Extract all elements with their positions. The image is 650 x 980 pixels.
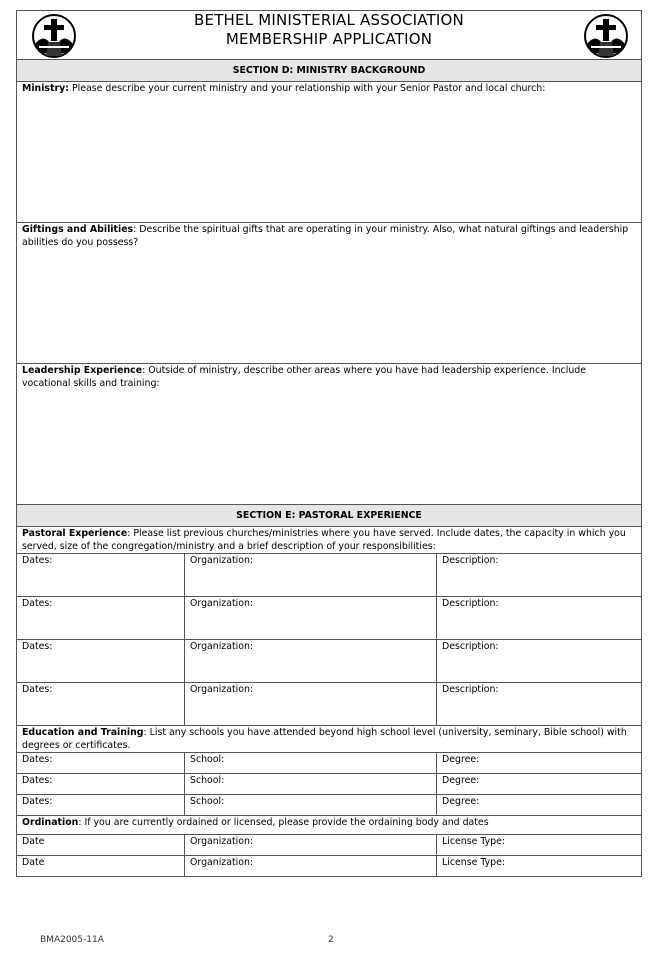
ordination-organization-cell[interactable]: Organization:	[185, 835, 437, 856]
education-dates-cell[interactable]: Dates:	[17, 795, 185, 816]
ordination-license-type-cell[interactable]: License Type:	[437, 835, 642, 856]
education-dates-cell[interactable]: Dates:	[17, 774, 185, 795]
pastoral-dates-cell[interactable]: Dates:	[17, 683, 185, 726]
ordination-license-type-cell[interactable]: License Type:	[437, 856, 642, 877]
pastoral-description-cell[interactable]: Description:	[437, 554, 642, 597]
pastoral-organization-cell[interactable]: Organization:	[185, 554, 437, 597]
section-e-heading: SECTION E: PASTORAL EXPERIENCE	[17, 505, 642, 527]
education-degree-cell[interactable]: Degree:	[437, 753, 642, 774]
ordination-intro	[17, 816, 642, 835]
education-label: Education and Training	[22, 727, 144, 738]
section-d-heading: SECTION D: MINISTRY BACKGROUND	[17, 60, 642, 82]
pastoral-description-cell[interactable]: Description:	[437, 597, 642, 640]
ordination-prompt: : If you are currently ordained or licensed, please provide the ordaining body and dates	[78, 817, 489, 828]
page-number: 2	[328, 935, 334, 945]
education-prompt: : List any schools you have attended beyond high school level (university, seminary, Bible school) with degrees or certificates.	[22, 727, 627, 751]
form-code: BMA2005-11A	[40, 935, 104, 945]
pastoral-organization-cell[interactable]: Organization:	[185, 640, 437, 683]
education-intro	[17, 726, 642, 753]
pastoral-dates-cell[interactable]: Dates:	[17, 597, 185, 640]
ministry-field[interactable]	[17, 82, 642, 223]
pastoral-dates-cell[interactable]: Dates:	[17, 640, 185, 683]
form-title-line2: MEMBERSHIP APPLICATION	[225, 30, 433, 48]
church-logo-icon	[31, 14, 77, 58]
ordination-date-cell[interactable]: Date	[17, 856, 185, 877]
pastoral-description-cell[interactable]: Description:	[437, 640, 642, 683]
leadership-field[interactable]	[17, 364, 642, 505]
education-degree-cell[interactable]: Degree:	[437, 774, 642, 795]
pastoral-label: Pastoral Experience	[22, 528, 128, 539]
church-logo-icon	[583, 14, 629, 58]
pastoral-experience-intro	[17, 527, 642, 554]
ministry-prompt: Please describe your current ministry and your relationship with your Senior Pastor and local church:	[68, 83, 546, 94]
education-school-cell[interactable]: School:	[185, 774, 437, 795]
ministry-label: Ministry:	[22, 83, 69, 94]
pastoral-dates-cell[interactable]: Dates:	[17, 554, 185, 597]
giftings-label: Giftings and Abilities	[22, 224, 134, 235]
application-page	[16, 10, 641, 877]
form-title-line1: BETHEL MINISTERIAL ASSOCIATION	[194, 11, 464, 29]
pastoral-organization-cell[interactable]: Organization:	[185, 597, 437, 640]
ordination-label: Ordination	[22, 817, 79, 828]
pastoral-prompt: : Please list previous churches/ministries where you have served. Include dates, the capacity in which you served, size of the congregation/ministry and a brief description of your responsibilities:	[22, 528, 626, 552]
giftings-field[interactable]	[17, 223, 642, 364]
form-header	[17, 11, 642, 60]
leadership-prompt: : Outside of ministry, describe other areas where you have had leadership experience. Include vocational skills and training:	[22, 365, 586, 389]
education-school-cell[interactable]: School:	[185, 795, 437, 816]
leadership-label: Leadership Experience	[22, 365, 143, 376]
pastoral-organization-cell[interactable]: Organization:	[185, 683, 437, 726]
ordination-date-cell[interactable]: Date	[17, 835, 185, 856]
education-dates-cell[interactable]: Dates:	[17, 753, 185, 774]
education-degree-cell[interactable]: Degree:	[437, 795, 642, 816]
education-school-cell[interactable]: School:	[185, 753, 437, 774]
giftings-prompt: : Describe the spiritual gifts that are operating in your ministry. Also, what natural giftings and leadership abilities do you possess?	[22, 224, 629, 248]
pastoral-description-cell[interactable]: Description:	[437, 683, 642, 726]
ordination-organization-cell[interactable]: Organization:	[185, 856, 437, 877]
application-form	[16, 10, 642, 877]
